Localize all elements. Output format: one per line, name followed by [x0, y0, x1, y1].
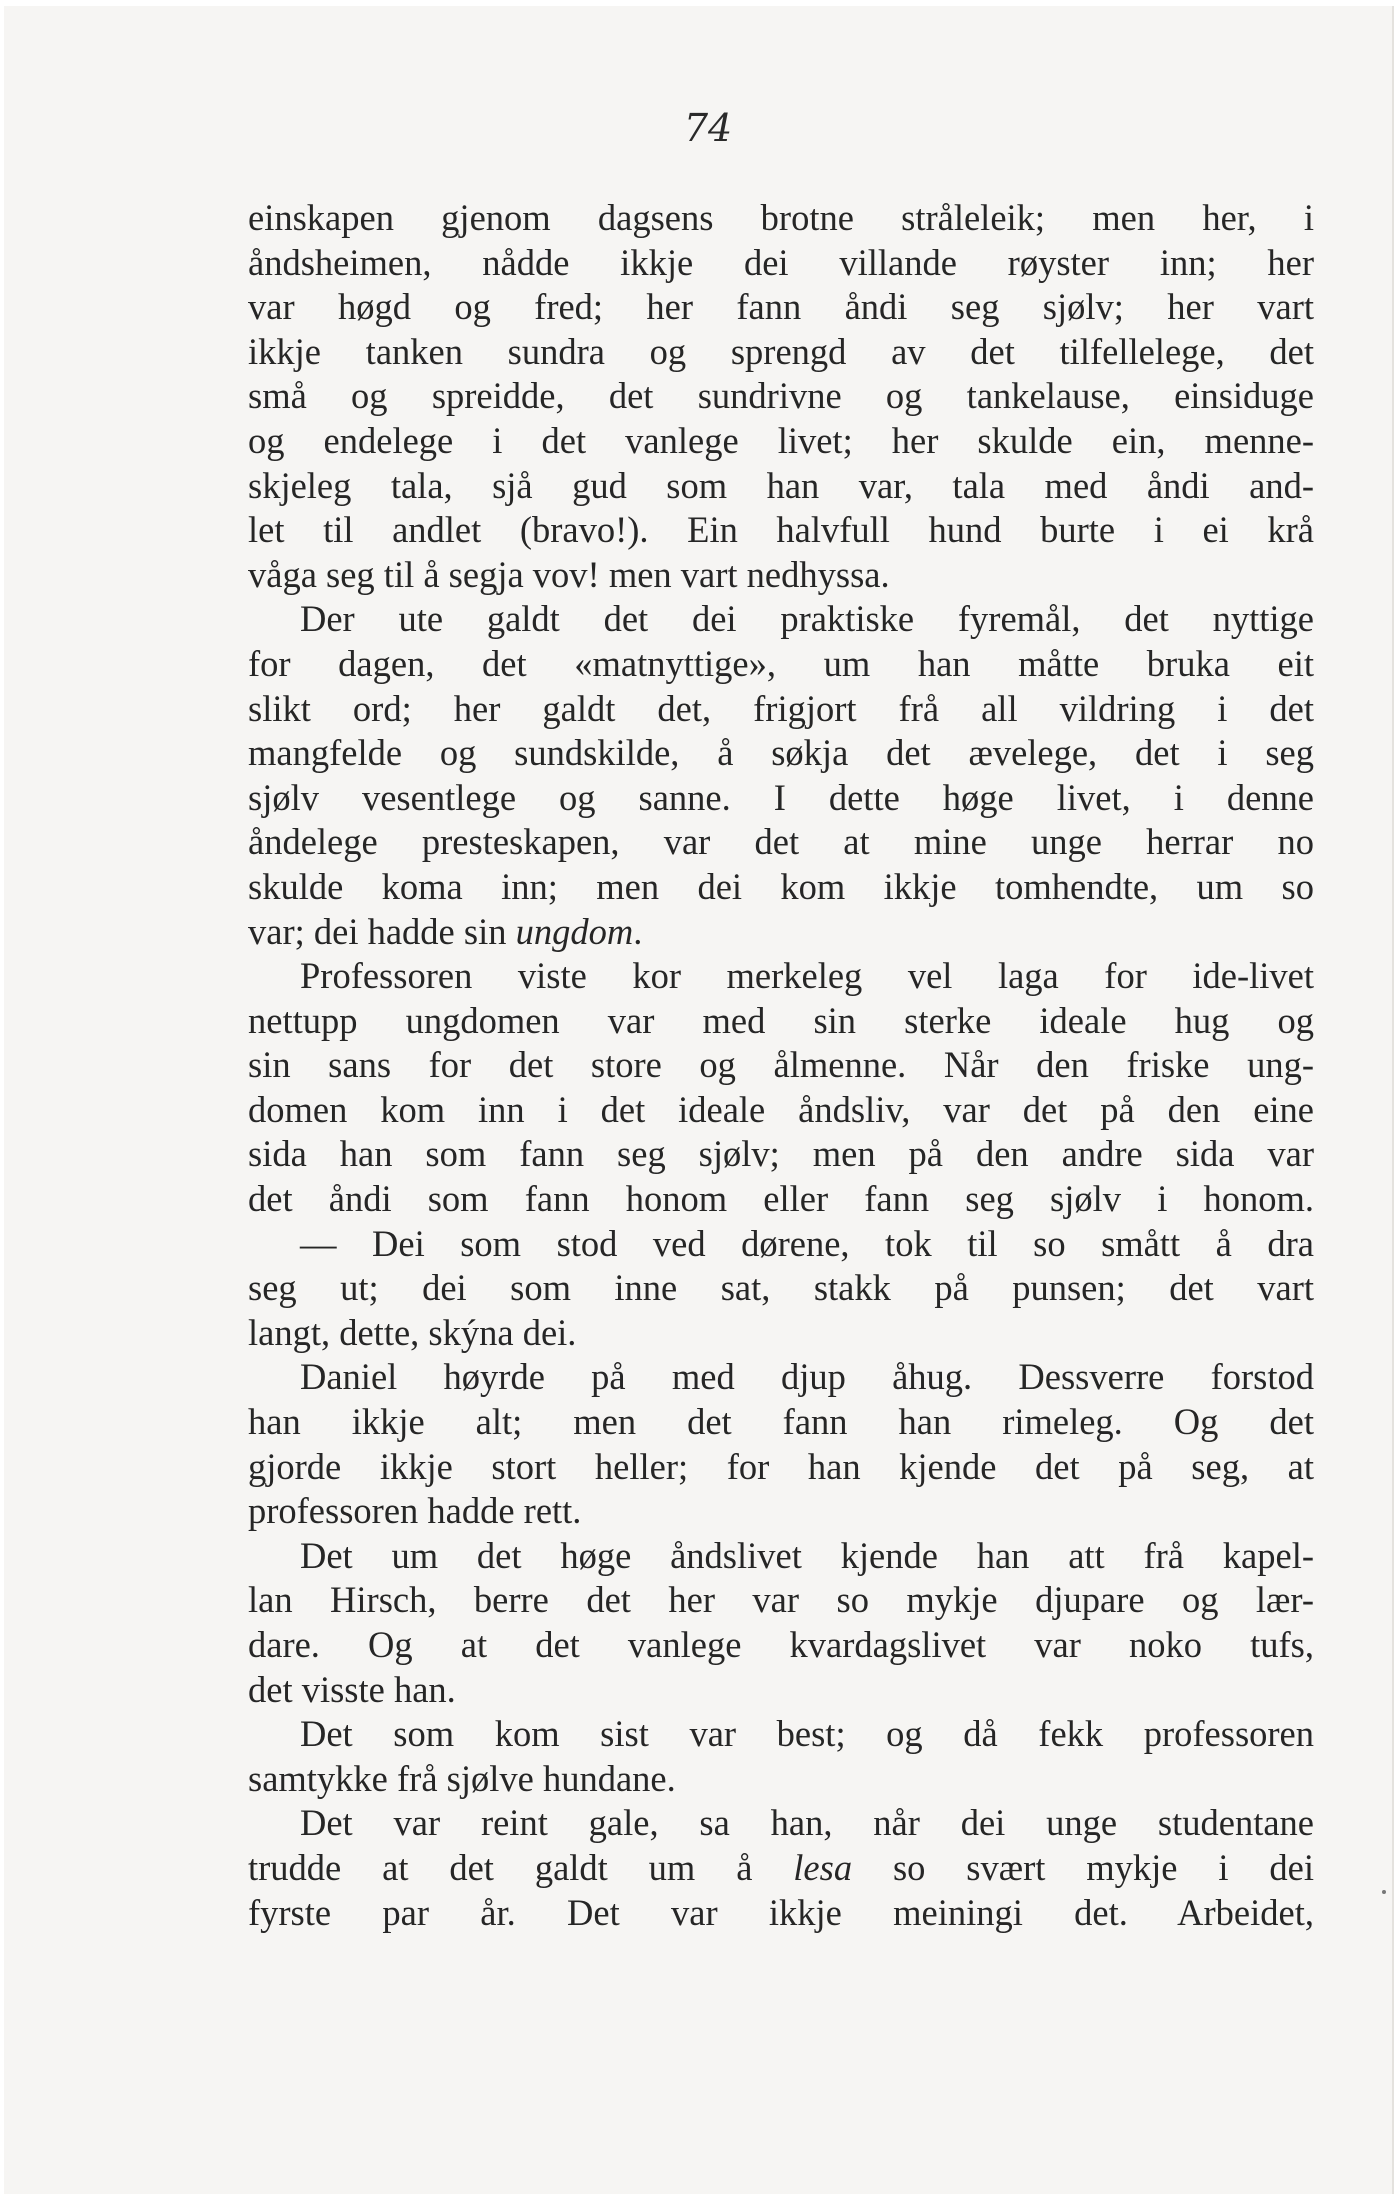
book-page: [4, 6, 1394, 2194]
text-line: [248, 1668, 1314, 1713]
text-line: [248, 1891, 1314, 1936]
text-line-main: små og spreidde, det sundrivne og tankelause, einsiduge: [248, 375, 1314, 417]
text-line: [248, 1445, 1314, 1490]
text-line-main: — Dei som stod ved dørene, tok til so smått å dra: [300, 1222, 1314, 1264]
text-line: [248, 196, 1314, 241]
text-line-main: våga seg til å segja vov! men vart nedhyssa.: [248, 553, 890, 595]
text-line-main: professoren hadde rett.: [248, 1490, 582, 1532]
text-line: [248, 1266, 1314, 1311]
text-line-main: Daniel høyrde på med djup åhug. Dessverre forstod: [300, 1356, 1314, 1398]
paper-speck: [1382, 1890, 1386, 1894]
text-line: [248, 1177, 1314, 1222]
text-line-main: fyrste par år. Det var ikkje meiningi det. Arbeidet,: [248, 1891, 1314, 1933]
text-line-tail: .: [633, 910, 643, 952]
text-line-main: det åndi som fann honom eller fann seg sjølv i honom.: [248, 1178, 1314, 1220]
text-line: [248, 1623, 1314, 1668]
text-line-main: seg ut; dei som inne sat, stakk på punsen; det vart: [248, 1267, 1314, 1309]
text-line-main: domen kom inn i det ideale åndsliv, var det på den eine: [248, 1088, 1314, 1130]
text-line: [248, 464, 1314, 509]
text-line: [248, 1712, 1314, 1757]
text-line: [248, 1757, 1314, 1802]
text-line-main: let til andlet (bravo!). Ein halvfull hund burte i ei krå: [248, 509, 1314, 551]
text-line-main: lan Hirsch, berre det her var so mykje djupare og lær-: [248, 1579, 1314, 1621]
text-line: [248, 1846, 1314, 1891]
text-line: [248, 553, 1314, 598]
text-line-main: åndelege presteskapen, var det at mine unge herrar no: [248, 821, 1314, 863]
text-line: [248, 910, 1314, 955]
text-line: [248, 1578, 1314, 1623]
page-number: 74: [683, 106, 733, 150]
text-line-main: og endelege i det vanlege livet; her skulde ein, menne-: [248, 419, 1314, 461]
text-line-main: Der ute galdt det dei praktiske fyremål, det nyttige: [300, 598, 1314, 640]
text-line: [248, 687, 1314, 732]
text-line: [248, 1043, 1314, 1088]
emphasized-word: ungdom: [515, 910, 634, 952]
text-line-main: samtykke frå sjølve hundane.: [248, 1757, 676, 1799]
text-line-main: han ikkje alt; men det fann han rimeleg. Og det: [248, 1401, 1314, 1443]
text-line-main: einskapen gjenom dagsens brotne stråleleik; men her, i: [248, 197, 1314, 238]
text-line: [248, 285, 1314, 330]
text-line-main: trudde at det galdt um å: [248, 1846, 794, 1888]
text-line: [248, 999, 1314, 1044]
text-line-main: var høgd og fred; her fann åndi seg sjølv; her vart: [248, 286, 1314, 328]
text-line: [248, 820, 1314, 865]
text-line: [248, 419, 1314, 464]
text-line: [248, 1222, 1314, 1267]
text-line-main: var; dei hadde sin: [248, 910, 516, 952]
text-line-main: skjeleg tala, sjå gud som han var, tala med åndi and-: [248, 464, 1314, 506]
text-line-main: åndsheimen, nådde ikkje dei villande røyster inn; her: [248, 241, 1314, 283]
text-line-main: langt, dette, skýna dei.: [248, 1311, 577, 1353]
text-line-main: skulde koma inn; men dei kom ikkje tomhendte, um so: [248, 865, 1314, 907]
text-line-main: Professoren viste kor merkeleg vel laga for ide-livet: [300, 955, 1314, 997]
emphasized-word: lesa: [793, 1846, 853, 1888]
text-line: [248, 776, 1314, 821]
text-line-main: det visste han.: [248, 1668, 456, 1710]
text-line: [248, 1801, 1314, 1846]
text-line: [248, 330, 1314, 375]
text-line-main: Det som kom sist var best; og då fekk professoren: [300, 1713, 1314, 1755]
text-line-tail: so svært mykje i dei: [852, 1846, 1314, 1888]
text-line: [248, 597, 1314, 642]
text-line-main: Det um det høge åndslivet kjende han att frå kapel-: [300, 1534, 1314, 1576]
text-line: [248, 374, 1314, 419]
text-line-main: ikkje tanken sundra og sprengd av det tilfellelege, det: [248, 330, 1314, 372]
text-line: [248, 642, 1314, 687]
text-line: [248, 1088, 1314, 1133]
text-line-main: Det var reint gale, sa han, når dei unge studentane: [300, 1802, 1314, 1844]
text-line-main: dare. Og at det vanlege kvardagslivet var noko tufs,: [248, 1624, 1314, 1665]
text-line-main: mangfelde og sundskilde, å søkja det ævelege, det i seg: [248, 732, 1314, 774]
text-line: [248, 1489, 1314, 1534]
text-line: [248, 954, 1314, 999]
text-line-main: slikt ord; her galdt det, frigjort frå all vildring i det: [248, 687, 1314, 729]
text-line: [248, 1311, 1314, 1356]
text-line: [248, 865, 1314, 910]
text-line-main: gjorde ikkje stort heller; for han kjende det på seg, at: [248, 1445, 1314, 1487]
text-line: [248, 1355, 1314, 1400]
text-line-main: for dagen, det «matnyttige», um han måtte bruka eit: [248, 642, 1314, 684]
text-line-main: sida han som fann seg sjølv; men på den andre sida var: [248, 1133, 1314, 1175]
text-line-main: nettupp ungdomen var med sin sterke ideale hug og: [248, 999, 1314, 1041]
body-text: [248, 196, 1314, 1935]
text-line-main: sin sans for det store og ålmenne. Når den friske ung-: [248, 1044, 1314, 1086]
text-line: [248, 731, 1314, 776]
text-line: [248, 1132, 1314, 1177]
text-line: [248, 1534, 1314, 1579]
text-line: [248, 241, 1314, 286]
text-line-main: sjølv vesentlege og sanne. I dette høge livet, i denne: [248, 776, 1314, 818]
text-line: [248, 1400, 1314, 1445]
text-line: [248, 508, 1314, 553]
